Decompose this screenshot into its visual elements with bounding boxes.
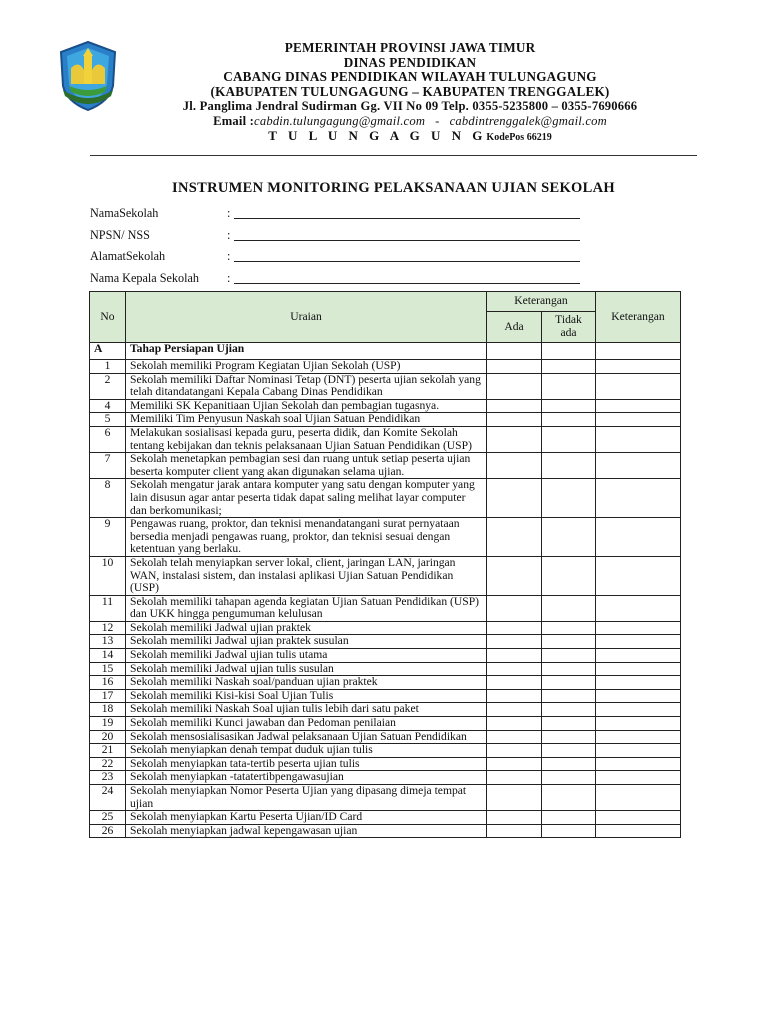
tidak-ada-cell[interactable]	[542, 595, 596, 621]
keterangan-cell[interactable]	[596, 662, 681, 676]
tidak-ada-cell[interactable]	[542, 744, 596, 758]
ada-cell[interactable]	[487, 635, 542, 649]
table-row	[90, 453, 681, 479]
letterhead	[120, 41, 700, 145]
keterangan-cell[interactable]	[596, 703, 681, 717]
tidak-ada-cell[interactable]	[542, 343, 596, 360]
row-description: Sekolah memiliki Jadwal ujian praktek susulan	[126, 635, 487, 649]
row-description: Sekolah memiliki Jadwal ujian praktek	[126, 621, 487, 635]
row-description: Pengawas ruang, proktor, dan teknisi menandatangani surat pernyataan bersedia menjadi pengawas ruang, proktor, dan teknisi sesuai dengan ketentuan yang berlaku.	[126, 518, 487, 557]
section-title: Tahap Persiapan Ujian	[126, 343, 487, 360]
tidak-ada-cell[interactable]	[542, 824, 596, 838]
keterangan-cell[interactable]	[596, 595, 681, 621]
keterangan-cell[interactable]	[596, 771, 681, 785]
row-description: Sekolah menetapkan pembagian sesi dan ruang untuk setiap peserta ujian beserta komputer client yang akan digunakan selama ujian.	[126, 453, 487, 479]
table-row	[90, 717, 681, 731]
table-row	[90, 771, 681, 785]
row-description: Sekolah menyiapkan jadwal kepengawasan ujian	[126, 824, 487, 838]
keterangan-cell[interactable]	[596, 399, 681, 413]
table-row	[90, 621, 681, 635]
keterangan-cell[interactable]	[596, 689, 681, 703]
col-ada-header: Ada	[487, 312, 542, 343]
row-number: 25	[90, 811, 126, 825]
row-description: Memiliki Tim Penyusun Naskah soal Ujian Satuan Pendidikan	[126, 413, 487, 427]
school-info-block	[90, 206, 580, 292]
ada-cell[interactable]	[487, 399, 542, 413]
row-description: Melakukan sosialisasi kepada guru, peserta didik, dan Komite Sekolah tentang kebijakan dan teknis pelaksanaan Ujian Satuan Pendidikan (USP)	[126, 426, 487, 452]
tidak-ada-cell[interactable]	[542, 785, 596, 811]
row-number: 2	[90, 373, 126, 399]
table-row	[90, 662, 681, 676]
tidak-ada-cell[interactable]	[542, 649, 596, 663]
row-description: Sekolah memiliki Program Kegiatan Ujian Sekolah (USP)	[126, 360, 487, 374]
keterangan-cell[interactable]	[596, 373, 681, 399]
row-number: 18	[90, 703, 126, 717]
row-number: 12	[90, 621, 126, 635]
row-description: Sekolah memiliki Naskah Soal ujian tulis lebih dari satu paket	[126, 703, 487, 717]
ada-cell[interactable]	[487, 373, 542, 399]
keterangan-cell[interactable]	[596, 635, 681, 649]
col-keterangan-group-header: Keterangan	[487, 292, 596, 312]
table-row	[90, 635, 681, 649]
tidak-ada-cell[interactable]	[542, 757, 596, 771]
ada-cell[interactable]	[487, 360, 542, 374]
keterangan-cell[interactable]	[596, 343, 681, 360]
email-separator: -	[425, 113, 450, 128]
table-row	[90, 556, 681, 595]
table-row	[90, 824, 681, 838]
ada-cell[interactable]	[487, 703, 542, 717]
row-number: 16	[90, 676, 126, 690]
table-row	[90, 426, 681, 452]
ada-cell[interactable]	[487, 730, 542, 744]
row-description: Memiliki SK Kepanitiaan Ujian Sekolah dan pembagian tugasnya.	[126, 399, 487, 413]
keterangan-cell[interactable]	[596, 824, 681, 838]
info-row-nama-sekolah	[90, 206, 580, 228]
keterangan-cell[interactable]	[596, 426, 681, 452]
info-label: NamaSekolah	[90, 206, 159, 220]
row-description: Sekolah menyiapkan Kartu Peserta Ujian/ID Card	[126, 811, 487, 825]
keterangan-cell[interactable]	[596, 556, 681, 595]
info-colon: :	[227, 249, 231, 263]
row-number: 1	[90, 360, 126, 374]
info-row-alamat	[90, 249, 580, 271]
ada-cell[interactable]	[487, 649, 542, 663]
tidak-ada-cell[interactable]	[542, 771, 596, 785]
jawa-timur-emblem-logo	[57, 40, 119, 112]
table-row	[90, 479, 681, 518]
info-row-kepala-sekolah	[90, 271, 580, 293]
ada-cell[interactable]	[487, 689, 542, 703]
table-row	[90, 689, 681, 703]
info-label: AlamatSekolah	[90, 249, 166, 263]
keterangan-cell[interactable]	[596, 811, 681, 825]
keterangan-cell[interactable]	[596, 518, 681, 557]
row-description: Sekolah memiliki Kisi-kisi Soal Ujian Tulis	[126, 689, 487, 703]
ada-cell[interactable]	[487, 621, 542, 635]
ada-cell[interactable]	[487, 676, 542, 690]
row-number: 21	[90, 744, 126, 758]
info-colon: :	[227, 227, 231, 242]
row-description: Sekolah memiliki Kunci jawaban dan Pedoman penilaian	[126, 717, 487, 731]
row-number: 24	[90, 785, 126, 811]
fill-in-line	[234, 206, 580, 219]
tidak-ada-cell[interactable]	[542, 811, 596, 825]
table-row	[90, 518, 681, 557]
keterangan-cell[interactable]	[596, 413, 681, 427]
row-description: Sekolah mensosialisasikan Jadwal pelaksanaan Ujian Satuan Pendidikan	[126, 730, 487, 744]
header-divider	[90, 155, 697, 156]
col-uraian-header: Uraian	[126, 292, 487, 343]
ada-cell[interactable]	[487, 811, 542, 825]
keterangan-cell[interactable]	[596, 453, 681, 479]
ada-cell[interactable]	[487, 343, 542, 360]
tidak-ada-cell[interactable]	[542, 360, 596, 374]
table-row	[90, 703, 681, 717]
tidak-ada-cell[interactable]	[542, 689, 596, 703]
email-label: Email :	[213, 113, 255, 128]
header-line-2: DINAS PENDIDIKAN	[343, 54, 477, 70]
info-row-npsn	[90, 228, 580, 250]
tidak-ada-cell[interactable]	[542, 662, 596, 676]
row-description: Sekolah menyiapkan denah tempat duduk ujian tulis	[126, 744, 487, 758]
table-row	[90, 811, 681, 825]
row-number: 8	[90, 479, 126, 518]
tidak-ada-cell[interactable]	[542, 621, 596, 635]
ada-cell[interactable]	[487, 595, 542, 621]
header-line-4: (KABUPATEN TULUNGAGUNG – KABUPATEN TRENGGALEK)	[210, 83, 610, 99]
row-number: 4	[90, 399, 126, 413]
table-row	[90, 413, 681, 427]
row-number: 6	[90, 426, 126, 452]
monitoring-table	[89, 291, 681, 838]
keterangan-cell[interactable]	[596, 479, 681, 518]
tidak-ada-cell[interactable]	[542, 479, 596, 518]
tidak-ada-cell[interactable]	[542, 703, 596, 717]
keterangan-cell[interactable]	[596, 621, 681, 635]
table-row	[90, 744, 681, 758]
ada-cell[interactable]	[487, 479, 542, 518]
header-line-3: CABANG DINAS PENDIDIKAN WILAYAH TULUNGAGUNG	[223, 69, 597, 85]
table-row	[90, 399, 681, 413]
col-keterangan-header: Keterangan	[596, 292, 681, 343]
row-description: Sekolah memiliki Naskah soal/panduan ujian praktek	[126, 676, 487, 690]
row-number: 14	[90, 649, 126, 663]
ada-cell[interactable]	[487, 518, 542, 557]
row-number: 20	[90, 730, 126, 744]
ada-cell[interactable]	[487, 662, 542, 676]
section-code: A	[90, 343, 126, 360]
header-city: T U L U N G A G U N G	[268, 127, 487, 143]
ada-cell[interactable]	[487, 556, 542, 595]
row-description: Sekolah memiliki Jadwal ujian tulis susulan	[126, 662, 487, 676]
header-email-line	[120, 114, 700, 129]
tidak-ada-cell[interactable]	[542, 426, 596, 452]
header-postcode: KodePos 66219	[486, 131, 552, 143]
ada-cell[interactable]	[487, 771, 542, 785]
row-number: 10	[90, 556, 126, 595]
row-description: Sekolah memiliki Daftar Nominasi Tetap (DNT) peserta ujian sekolah yang telah ditandatangani Kepala Cabang Dinas Pendidikan	[126, 373, 487, 399]
header-line-1: PEMERINTAH PROVINSI JAWA TIMUR	[284, 40, 536, 55]
document-title: INSTRUMEN MONITORING PELAKSANAAN UJIAN SEKOLAH	[172, 180, 615, 196]
fill-in-line	[234, 271, 580, 284]
table-row	[90, 785, 681, 811]
email-2: cabdintrenggalek@gmail.com	[449, 113, 607, 128]
tidak-ada-cell[interactable]	[542, 556, 596, 595]
row-number: 5	[90, 413, 126, 427]
ada-cell[interactable]	[487, 426, 542, 452]
tidak-ada-cell[interactable]	[542, 373, 596, 399]
row-description: Sekolah memiliki tahapan agenda kegiatan Ujian Satuan Pendidikan (USP) dan UKK hingga pengumuman kelulusan	[126, 595, 487, 621]
table-row	[90, 676, 681, 690]
table-row	[90, 730, 681, 744]
col-no-header: No	[90, 292, 126, 343]
row-number: 22	[90, 757, 126, 771]
table-row	[90, 595, 681, 621]
tidak-ada-cell[interactable]	[542, 676, 596, 690]
row-number: 15	[90, 662, 126, 676]
section-row	[90, 343, 681, 360]
header-city-line	[120, 129, 700, 146]
row-number: 19	[90, 717, 126, 731]
row-number: 17	[90, 689, 126, 703]
info-label: Nama Kepala Sekolah	[90, 270, 199, 285]
ada-cell[interactable]	[487, 824, 542, 838]
row-number: 9	[90, 518, 126, 557]
fill-in-line	[234, 228, 580, 241]
row-description: Sekolah menyiapkan Nomor Peserta Ujian yang dipasang dimeja tempat ujian	[126, 785, 487, 811]
row-description: Sekolah menyiapkan -tatatertibpengawasujian	[126, 771, 487, 785]
row-description: Sekolah telah menyiapkan server lokal, client, jaringan LAN, jaringan WAN, instalasi sistem, dan instalasi aplikasi Ujian Satuan Pendidikan (USP)	[126, 556, 487, 595]
row-number: 13	[90, 635, 126, 649]
keterangan-cell[interactable]	[596, 730, 681, 744]
tidak-ada-cell[interactable]	[542, 635, 596, 649]
keterangan-cell[interactable]	[596, 676, 681, 690]
keterangan-cell[interactable]	[596, 785, 681, 811]
ada-cell[interactable]	[487, 413, 542, 427]
keterangan-cell[interactable]	[596, 757, 681, 771]
row-number: 7	[90, 453, 126, 479]
ada-cell[interactable]	[487, 757, 542, 771]
ada-cell[interactable]	[487, 785, 542, 811]
info-colon: :	[227, 206, 231, 220]
fill-in-line	[234, 249, 580, 262]
tidak-ada-cell[interactable]	[542, 518, 596, 557]
table-row	[90, 360, 681, 374]
row-number: 26	[90, 824, 126, 838]
col-tidak-ada-header: Tidak ada	[542, 312, 596, 343]
keterangan-cell[interactable]	[596, 744, 681, 758]
email-1: cabdin.tulungagung@gmail.com	[254, 113, 426, 128]
row-number: 11	[90, 595, 126, 621]
info-colon: :	[227, 270, 231, 285]
ada-cell[interactable]	[487, 717, 542, 731]
table-row	[90, 757, 681, 771]
tidak-ada-cell[interactable]	[542, 453, 596, 479]
row-number: 23	[90, 771, 126, 785]
ada-cell[interactable]	[487, 744, 542, 758]
row-description: Sekolah mengatur jarak antara komputer yang satu dengan komputer yang lain disusun agar antar peserta tidak dapat saling melihat layar computer dan berkomunikasi;	[126, 479, 487, 518]
ada-cell[interactable]	[487, 453, 542, 479]
table-row	[90, 649, 681, 663]
row-description: Sekolah menyiapkan tata-tertib peserta ujian tulis	[126, 757, 487, 771]
tidak-ada-cell[interactable]	[542, 730, 596, 744]
keterangan-cell[interactable]	[596, 717, 681, 731]
header-address: Jl. Panglima Jendral Sudirman Gg. VII No 09 Telp. 0355-5235800 – 0355-7690666	[182, 99, 638, 114]
table-row	[90, 373, 681, 399]
row-description: Sekolah memiliki Jadwal ujian tulis utama	[126, 649, 487, 663]
tidak-ada-cell[interactable]	[542, 717, 596, 731]
info-label: NPSN/ NSS	[90, 227, 150, 242]
tidak-ada-cell[interactable]	[542, 413, 596, 427]
tidak-ada-cell[interactable]	[542, 399, 596, 413]
keterangan-cell[interactable]	[596, 649, 681, 663]
keterangan-cell[interactable]	[596, 360, 681, 374]
